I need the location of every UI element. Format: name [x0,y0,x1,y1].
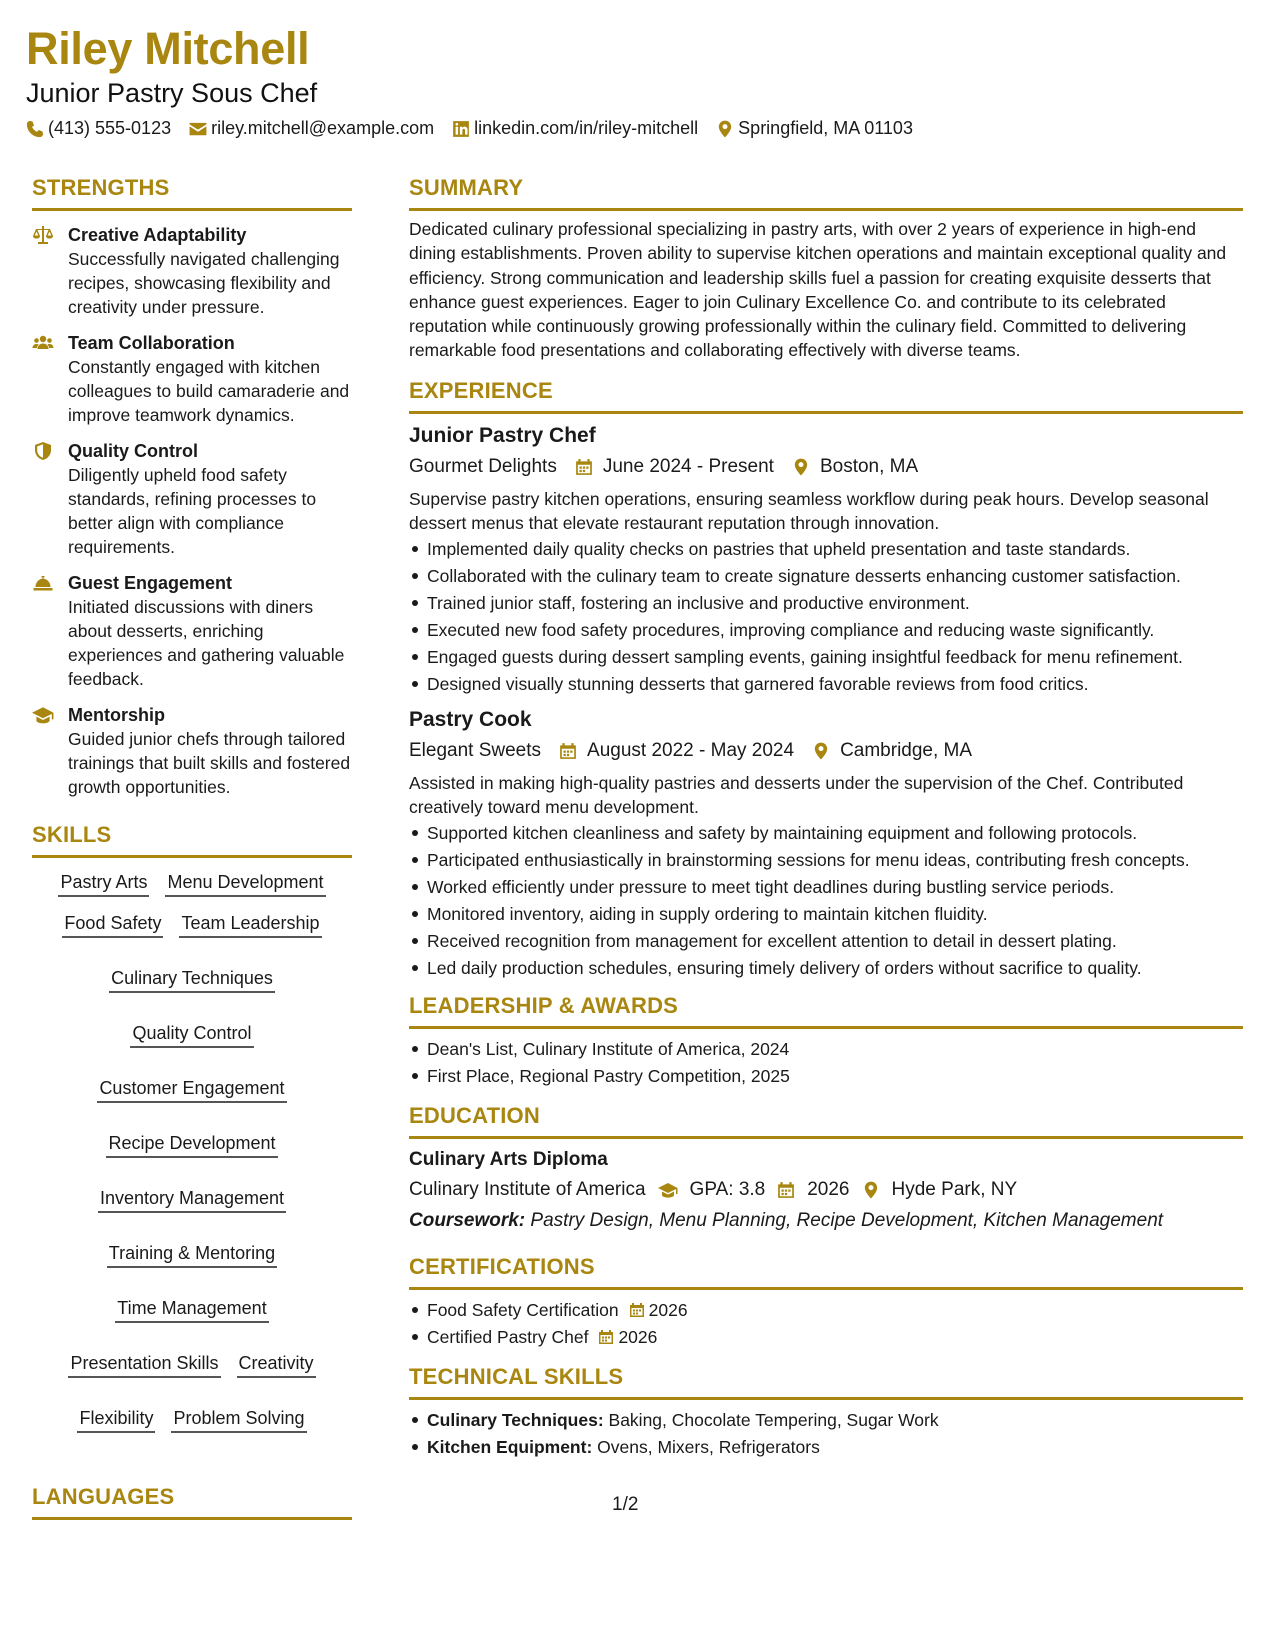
coursework [409,1207,1243,1235]
certifications-section [409,1253,1243,1349]
job-location [812,737,972,765]
education-heading: EDUCATION [409,1102,1243,1139]
strength-desc: Guided junior chefs through tailored trainings that built skills and fostered growth opportunities. [68,729,351,797]
job-bullets [409,537,1243,696]
job-bullet: Designed visually stunning desserts that garnered favorable reviews from food critics. [409,672,1243,696]
strength-item [32,571,352,691]
location-text: Hyde Park, NY [891,1178,1018,1200]
contact-linkedin[interactable] [452,118,698,139]
coursework-text: Pastry Design, Menu Planning, Recipe Development, Kitchen Management [530,1209,1164,1231]
contact-email[interactable] [189,118,434,139]
strength-desc: Initiated discussions with diners about desserts, enriching experiences and gathering valuable feedback. [68,597,345,689]
education-gpa [658,1176,766,1204]
graduation-cap-icon [32,705,54,725]
job-dates [575,453,774,481]
school-text: Culinary Institute of America [409,1178,646,1200]
skill-tag: Problem Solving [171,1406,306,1433]
right-column [409,174,1243,1462]
job-bullet: Led daily production schedules, ensuring timely delivery of orders without sacrifice to quality. [409,956,1243,980]
linkedin-icon [452,120,470,138]
job-entry [409,706,1243,980]
job-company [409,737,541,765]
graduation-cap-icon [658,1181,678,1199]
skill-tag: Pastry Arts [58,870,149,897]
award-item: First Place, Regional Pastry Competition, 2025 [409,1064,1243,1088]
languages-heading: LANGUAGES [32,1483,352,1520]
technical-skill-item [409,1435,1243,1459]
technical-skills-list [409,1408,1243,1459]
company-name: Gourmet Delights [409,455,557,477]
skill-tag: Menu Development [165,870,325,897]
skill-tag: Flexibility [77,1406,155,1433]
location-text: Springfield, MA 01103 [738,118,913,138]
skill-tag: Culinary Techniques [109,966,275,993]
strengths-list [32,223,352,799]
phone-text: (413) 555-0123 [48,118,172,138]
calendar-icon [777,1181,795,1199]
shield-icon [32,441,54,461]
skill-tag: Training & Mentoring [107,1241,277,1268]
users-icon [32,333,54,353]
strength-desc: Diligently upheld food safety standards, refining processes to better align with compliance requirements. [68,465,317,557]
job-bullet: Received recognition from management for excellent attention to detail in dessert plating. [409,929,1243,953]
job-description: Assisted in making high-quality pastries and desserts under the supervision of the Chef. Contributed creatively toward menu development. [409,772,1184,817]
strength-title: Team Collaboration [68,333,235,353]
candidate-title: Junior Pastry Sous Chef [26,78,318,108]
education-section [409,1102,1243,1235]
technical-skills-heading: TECHNICAL SKILLS [409,1363,1243,1400]
job-description: Supervise pastry kitchen operations, ensuring seamless workflow during peak hours. Develop seasonal dessert menus that elevate restaurant reputation through innovation. [409,488,1209,533]
job-bullet: Trained junior staff, fostering an inclusive and productive environment. [409,591,1243,615]
job-dates [559,737,794,765]
strength-title: Guest Engagement [68,573,233,593]
strength-title: Creative Adaptability [68,225,247,245]
education-meta [409,1176,1243,1204]
skill-tag: Team Leadership [179,911,321,938]
certification-item [409,1325,1243,1349]
contact-phone[interactable] [26,118,171,139]
skill-tag: Presentation Skills [68,1351,220,1378]
job-entry [409,422,1243,696]
summary-heading: SUMMARY [409,174,1243,211]
skill-tag: Inventory Management [98,1186,286,1213]
linkedin-text: linkedin.com/in/riley-mitchell [474,118,699,138]
experience-heading: EXPERIENCE [409,377,1243,414]
job-bullet: Worked efficiently under pressure to meet tight deadlines during bustling service periods. [409,875,1243,899]
email-text: riley.mitchell@example.com [211,118,435,138]
calendar-icon [629,1302,645,1318]
service-bell-icon [32,573,54,593]
skill-tag: Quality Control [130,1021,253,1048]
balance-scale-icon [32,225,54,245]
job-meta [409,737,1243,765]
strength-item [32,439,352,559]
calendar-icon [598,1329,614,1345]
left-column [32,174,352,1520]
cert-year: 2026 [618,1326,658,1347]
certifications-heading: CERTIFICATIONS [409,1253,1243,1290]
job-bullet: Executed new food safety procedures, improving compliance and reducing waste significantly. [409,618,1243,642]
candidate-name: Riley Mitchell [26,23,310,74]
map-pin-icon [812,742,830,760]
skill-tag: Food Safety [62,911,163,938]
year-text: 2026 [807,1178,850,1200]
map-pin-icon [862,1181,880,1199]
dates-text: June 2024 - Present [602,455,774,477]
tech-label: Kitchen Equipment: [427,1436,593,1457]
skill-tag: Creativity [237,1351,316,1378]
company-name: Elegant Sweets [409,739,542,761]
envelope-icon [189,120,207,138]
job-bullet: Implemented daily quality checks on pastries that upheld presentation and taste standards. [409,537,1243,561]
cert-name: Food Safety Certification [427,1299,619,1320]
job-bullets [409,821,1243,980]
job-bullet: Supported kitchen cleanliness and safety by maintaining equipment and following protocols. [409,821,1243,845]
strength-desc: Successfully navigated challenging recipes, showcasing flexibility and creativity under pressure. [68,249,340,317]
awards-heading: LEADERSHIP & AWARDS [409,992,1243,1029]
tech-value: Ovens, Mixers, Refrigerators [597,1436,820,1457]
skills-list [32,870,352,1433]
job-bullet: Collaborated with the culinary team to create signature desserts enhancing customer satisfaction. [409,564,1243,588]
job-bullet: Monitored inventory, aiding in supply ordering to maintain kitchen fluidity. [409,902,1243,926]
strength-title: Mentorship [68,705,165,725]
degree-title: Culinary Arts Diploma [409,1148,608,1170]
gpa-text: GPA: 3.8 [689,1178,766,1200]
award-item: Dean's List, Culinary Institute of America, 2024 [409,1037,1243,1061]
calendar-icon [559,742,577,760]
job-meta [409,453,1243,481]
strength-item [32,703,352,799]
cert-year: 2026 [648,1299,688,1320]
job-title: Junior Pastry Chef [409,423,596,447]
awards-list [409,1037,1243,1088]
calendar-icon [575,458,593,476]
skill-tag: Recipe Development [106,1131,277,1158]
contact-bar [26,118,1246,139]
map-pin-icon [792,458,810,476]
strength-item [32,223,352,319]
school-name [409,1176,646,1204]
summary-text: Dedicated culinary professional specializing in pastry arts, with over 2 years of experience in high-end dining establishments. Proven ability to supervise kitchen operations and maintain exceptional quality and efficiency. Strong communication and leadership skills fuel a passion for creating exquisite desserts that enhance guest experiences. Eager to join Culinary Excellence Co. and contribute to its celebrated reputation while continuously growing professionally within the culinary field. Committed to delivering remarkable food presentations and collaborating effectively with diverse teams. [409,219,1227,361]
map-pin-icon [716,120,734,138]
strength-title: Quality Control [68,441,198,461]
page-number: 1/2 [612,1494,639,1515]
job-location [792,453,918,481]
education-year [777,1176,849,1204]
location-text: Boston, MA [819,455,919,477]
tech-value: Baking, Chocolate Tempering, Sugar Work [608,1409,939,1430]
technical-skills-section [409,1363,1243,1459]
dates-text: August 2022 - May 2024 [587,739,795,761]
job-title: Pastry Cook [409,707,532,731]
contact-location [716,118,913,139]
education-location [862,1176,1018,1204]
tech-label: Culinary Techniques: [427,1409,604,1430]
certification-item [409,1298,1243,1322]
skill-tag: Time Management [115,1296,268,1323]
skill-tag: Customer Engagement [97,1076,286,1103]
certifications-list [409,1298,1243,1349]
technical-skill-item [409,1408,1243,1432]
job-bullet: Engaged guests during dessert sampling events, gaining insightful feedback for menu refinement. [409,645,1243,669]
location-text: Cambridge, MA [840,739,973,761]
job-company [409,453,557,481]
skills-heading: SKILLS [32,821,352,858]
coursework-label: Coursework: [409,1209,526,1231]
job-bullet: Participated enthusiastically in brainstorming sessions for menu ideas, contributing fresh concepts. [409,848,1243,872]
awards-section [409,992,1243,1088]
strength-desc: Constantly engaged with kitchen colleagues to build camaraderie and improve teamwork dynamics. [68,357,350,425]
strengths-heading: STRENGTHS [32,174,352,211]
resume-header [26,22,1246,139]
cert-name: Certified Pastry Chef [427,1326,589,1347]
strength-item [32,331,352,427]
phone-icon [26,120,44,138]
